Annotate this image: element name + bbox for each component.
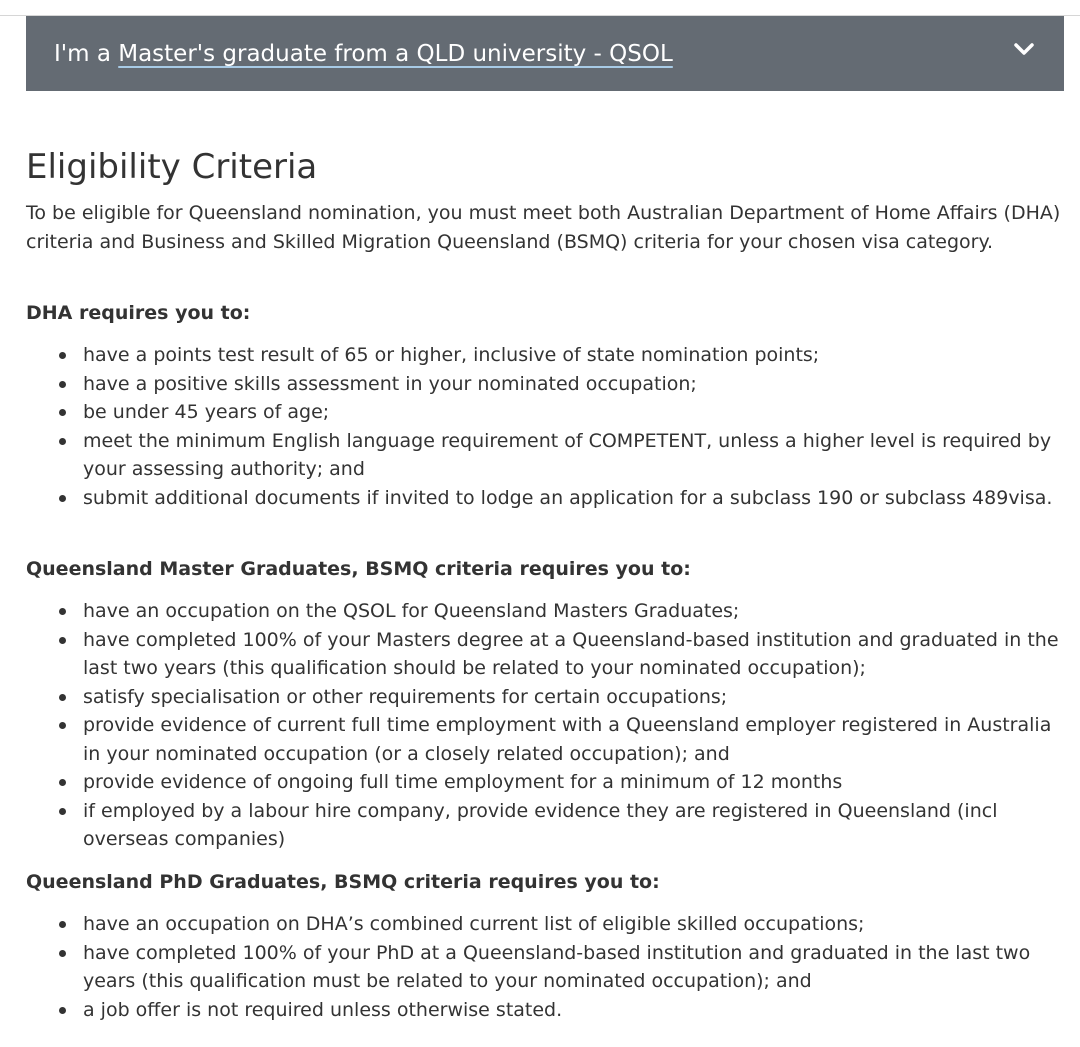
masters-criteria-list bbox=[26, 597, 1066, 854]
dha-criteria-list bbox=[26, 341, 1066, 512]
dha-heading: DHA requires you to: bbox=[26, 302, 251, 324]
intro-paragraph: To be eligible for Queensland nomination, you must meet both Australian Department of Home Affairs (DHA) criteria and Business and Skilled Migration Queensland (BSMQ) criteria for your chosen visa category. bbox=[26, 202, 1061, 253]
masters-heading: Queensland Master Graduates, BSMQ criteria requires you to: bbox=[26, 558, 691, 580]
list-item: have completed 100% of your PhD at a Queensland-based institution and graduated in the last two years (this qualification must be related to your nominated occupation); and bbox=[26, 939, 1066, 996]
page-title: Eligibility Criteria bbox=[26, 147, 318, 187]
list-item: have completed 100% of your Masters degree at a Queensland-based institution and graduated in the last two years (this qualification should be related to your nominated occupation); bbox=[26, 626, 1066, 683]
chevron-down-icon[interactable] bbox=[1012, 40, 1036, 60]
list-item: provide evidence of ongoing full time employment for a minimum of 12 months bbox=[26, 768, 1066, 797]
list-item: if employed by a labour hire company, provide evidence they are registered in Queensland (incl overseas companies) bbox=[26, 797, 1066, 854]
list-item: satisfy specialisation or other requirements for certain occupations; bbox=[26, 683, 1066, 712]
phd-heading: Queensland PhD Graduates, BSMQ criteria requires you to: bbox=[26, 871, 660, 893]
phd-criteria-list bbox=[26, 910, 1066, 1024]
list-item: meet the minimum English language requirement of COMPETENT, unless a higher level is required by your assessing authority; and bbox=[26, 427, 1066, 484]
list-item: have an occupation on DHA’s combined current list of eligible skilled occupations; bbox=[26, 910, 1066, 939]
list-item: have a positive skills assessment in your nominated occupation; bbox=[26, 370, 1066, 399]
list-item: provide evidence of current full time employment with a Queensland employer registered in Australia in your nominated occupation (or a closely related occupation); and bbox=[26, 711, 1066, 768]
list-item: submit additional documents if invited to lodge an application for a subclass 190 or subclass 489visa. bbox=[26, 484, 1066, 513]
accordion-title[interactable]: I'm a Master's graduate from a QLD university - QSOL bbox=[54, 41, 673, 67]
list-item: have an occupation on the QSOL for Queensland Masters Graduates; bbox=[26, 597, 1066, 626]
accordion-header-masters-qsol[interactable] bbox=[26, 16, 1064, 91]
list-item: be under 45 years of age; bbox=[26, 398, 1066, 427]
list-item: have a points test result of 65 or higher, inclusive of state nomination points; bbox=[26, 341, 1066, 370]
list-item: a job offer is not required unless otherwise stated. bbox=[26, 996, 1066, 1025]
top-divider bbox=[0, 0, 1080, 16]
